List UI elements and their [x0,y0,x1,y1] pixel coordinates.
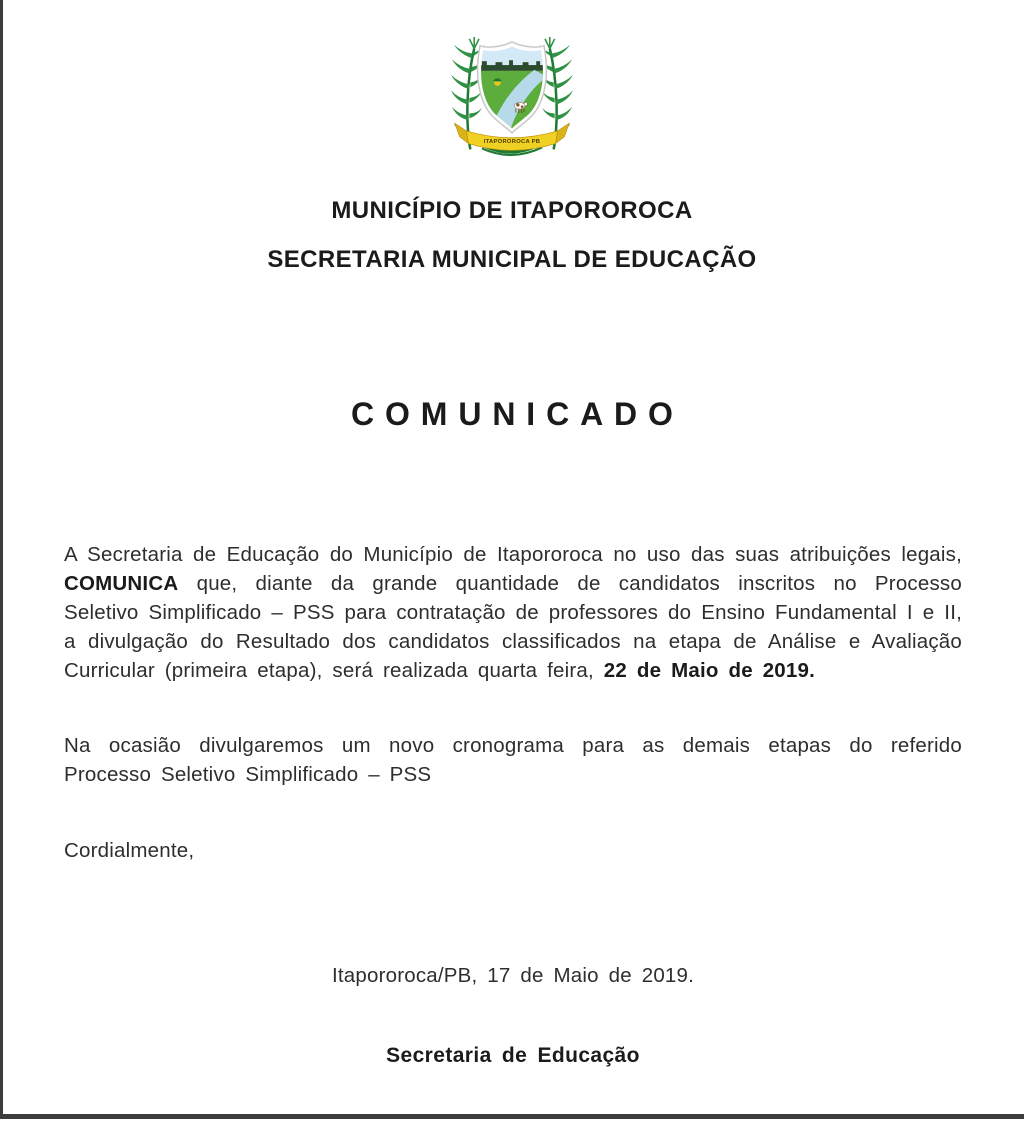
date-line: Itapororoca/PB, 17 de Maio de 2019. [331,964,695,987]
paragraph-1-intro: A Secretaria de Educação do Município de Itapororoca no uso das suas atribuições legais, [64,543,962,566]
comunica-emphasis: COMUNICA [64,572,179,595]
signature-line: Secretaria de Educação [386,1044,640,1067]
document-body [64,540,962,1070]
shield-icon [474,39,550,137]
document-title: COMUNICADO [351,396,684,432]
left-edge-border [0,0,3,1119]
header-line-2: SECRETARIA MUNICIPAL DE EDUCAÇÃO [267,246,757,273]
paragraph-2: Na ocasião divulgaremos um novo cronograma para as demais etapas do referido Processo Seletivo Simplificado – PSS [64,734,962,786]
municipality-logo-icon [449,33,575,165]
date-emphasis: 22 de Maio de 2019. [603,659,816,682]
ribbon-text: ITAPOROROCA PB [483,139,541,146]
paragraph-1-middle: que, diante da grande quantidade de candidatos inscritos no Processo Seletivo Simplificado – PSS para contratação de professores do Ensino Fundamental I e II, a divulgação do Resultado dos candidatos classificados na etapa de Análise e Avaliação Curricular (primeira etapa), será realizada quarta feira, [64,572,962,682]
header-line-1: MUNICÍPIO DE ITAPOROROCA [331,197,693,224]
paragraph-1 [64,540,962,685]
bottom-edge-border [0,1114,1024,1119]
closing-line: Cordialmente, [64,839,195,862]
